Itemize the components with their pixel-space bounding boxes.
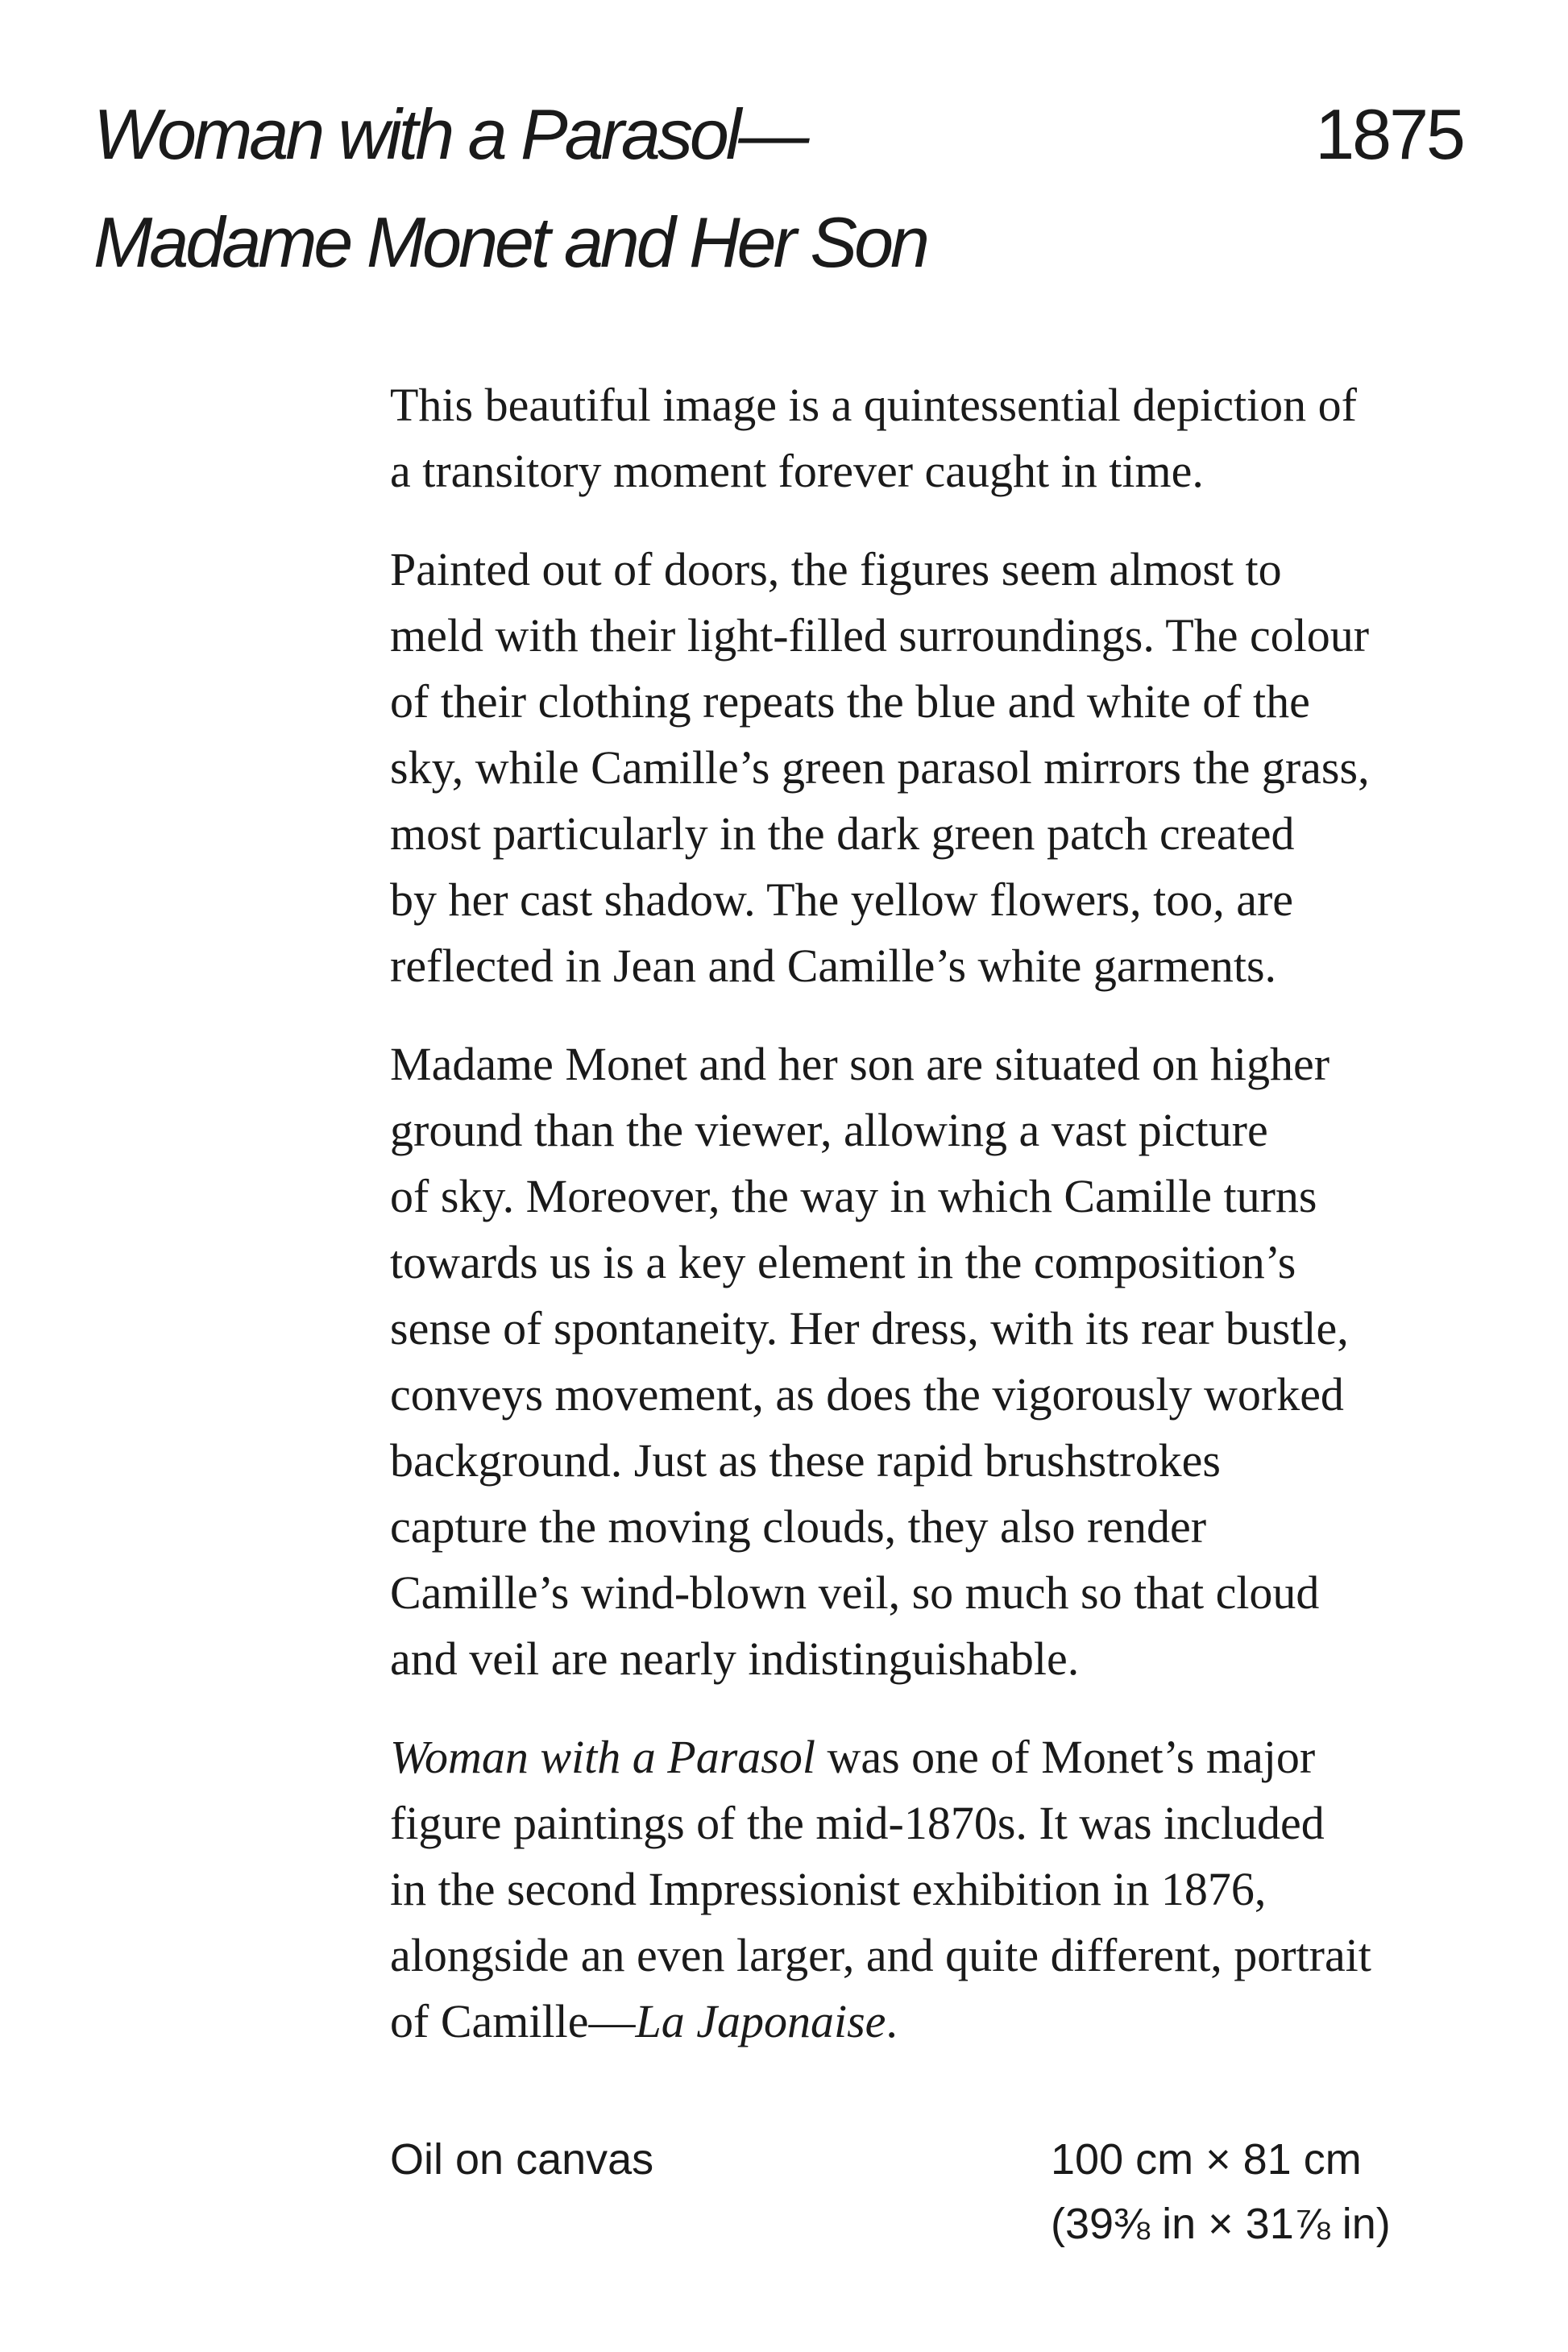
- text-fragment: .: [886, 1995, 898, 2047]
- dimensions-imperial: (39⅜ in × 31⅞ in): [1051, 2200, 1391, 2248]
- text-line: capture the moving clouds, they also render: [390, 1500, 1207, 1553]
- artwork-medium: Oil on canvas: [390, 2135, 654, 2184]
- text-line: [390, 1724, 1486, 1790]
- text-line: Madame Monet and her son are situated on higher: [390, 1038, 1330, 1090]
- artwork-year: 1875: [1315, 94, 1463, 174]
- artwork-title-line-2: Madame Monet and Her Son: [93, 202, 927, 282]
- text-line: reflected in Jean and Camille’s white garments.: [390, 940, 1277, 992]
- text-line: alongside an even larger, and quite different, portrait: [390, 1929, 1371, 1981]
- text-line: This beautiful image is a quintessential depiction of: [390, 379, 1357, 431]
- text-line: figure paintings of the mid-1870s. It was included: [390, 1797, 1325, 1849]
- paragraph-3: [390, 1031, 1486, 1692]
- text-line: a transitory moment forever caught in time.: [390, 445, 1204, 497]
- dimensions-metric: 100 cm × 81 cm: [1051, 2135, 1362, 2184]
- paragraph-1: [390, 372, 1486, 504]
- text-fragment: was one of Monet’s major: [815, 1731, 1316, 1783]
- text-line: of their clothing repeats the blue and white of the: [390, 675, 1310, 728]
- italic-title: Woman with a Parasol: [390, 1731, 815, 1783]
- text-line: and veil are nearly indistinguishable.: [390, 1632, 1080, 1685]
- italic-title: La Japonaise: [635, 1995, 886, 2047]
- text-line: by her cast shadow. The yellow flowers, too, are: [390, 873, 1294, 926]
- text-line: most particularly in the dark green patch created: [390, 807, 1295, 860]
- text-line: of sky. Moreover, the way in which Camille turns: [390, 1170, 1317, 1222]
- text-line: meld with their light-filled surroundings. The colour: [390, 609, 1370, 662]
- text-line: sky, while Camille’s green parasol mirrors the grass,: [390, 741, 1370, 794]
- paragraph-2: [390, 537, 1486, 999]
- text-line: background. Just as these rapid brushstrokes: [390, 1434, 1221, 1487]
- text-line: Painted out of doors, the figures seem almost to: [390, 543, 1282, 595]
- text-line: conveys movement, as does the vigorously worked: [390, 1368, 1344, 1421]
- artwork-description: [390, 372, 1486, 2087]
- text-line: Camille’s wind-blown veil, so much so that cloud: [390, 1566, 1320, 1619]
- text-line: [390, 1989, 1486, 2055]
- artwork-dimensions: [1051, 2127, 1391, 2256]
- text-line: in the second Impressionist exhibition in 1876,: [390, 1863, 1267, 1915]
- artwork-title: [93, 81, 1141, 297]
- text-line: towards us is a key element in the composition’s: [390, 1236, 1296, 1288]
- text-line: ground than the viewer, allowing a vast picture: [390, 1104, 1268, 1156]
- text-fragment: of Camille—: [390, 1995, 636, 2047]
- artwork-title-line-1: Woman with a Parasol—: [93, 94, 807, 174]
- paragraph-4: [390, 1724, 1486, 2055]
- text-line: sense of spontaneity. Her dress, with its rear bustle,: [390, 1302, 1349, 1354]
